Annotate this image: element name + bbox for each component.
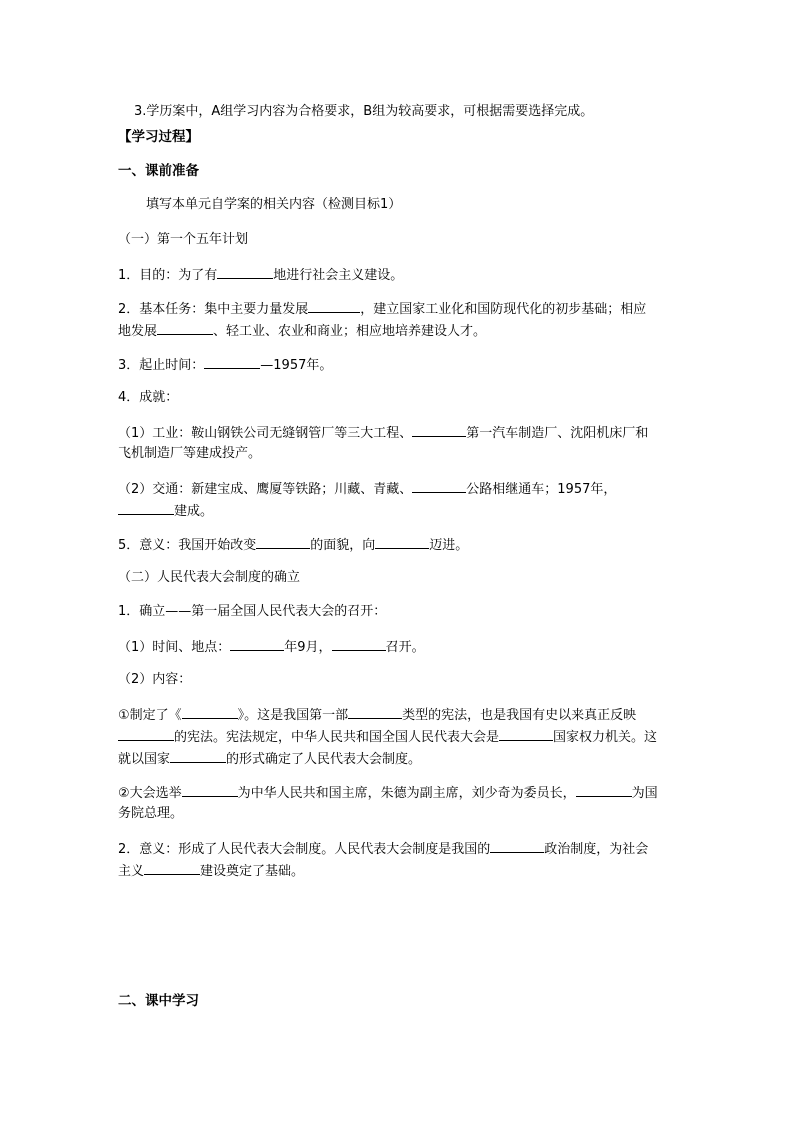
text-line: （1）时间、地点： 年9月， 召开。 <box>118 640 425 655</box>
fill-blank[interactable] <box>118 728 174 741</box>
text-line: 1．确立——第一届全国人民代表大会的召开： <box>118 604 387 619</box>
fill-blank[interactable] <box>182 706 238 719</box>
text-line: 4．成就： <box>118 390 179 405</box>
fill-blank[interactable] <box>490 840 544 853</box>
subheading: （一）第一个五年计划 <box>118 232 249 247</box>
fill-blank[interactable] <box>375 536 429 549</box>
fill-blank[interactable] <box>412 480 466 493</box>
fill-blank[interactable] <box>348 706 402 719</box>
text-line: 地发展 、轻工业、农业和商业；相应地培养建设人才。 <box>118 324 487 339</box>
fill-blank[interactable] <box>308 300 360 313</box>
text-line: 2．意义：形成了人民代表大会制度。人民代表大会制度是我国的 政治制度，为社会 <box>118 842 649 857</box>
text-line: （1）工业：鞍山钢铁公司无缝钢管厂等三大工程、 第一汽车制造厂、沈阳机床厂和 <box>118 426 649 441</box>
text-line: 1．目的：为了有 地进行社会主义建设。 <box>118 268 404 283</box>
fill-blank[interactable] <box>157 322 213 335</box>
fill-blank[interactable] <box>144 862 200 875</box>
fill-blank[interactable] <box>576 784 632 797</box>
subheading: （二）人民代表大会制度的确立 <box>118 570 301 585</box>
text-line: 5．意义：我国开始改变 的面貌，向 迈进。 <box>118 538 469 553</box>
text-line: 就以国家 的形式确定了人民代表大会制度。 <box>118 752 422 767</box>
section-heading: 二、课中学习 <box>118 993 199 1009</box>
text-line: （2）内容： <box>118 672 192 687</box>
fill-blank[interactable] <box>256 536 310 549</box>
text-line: 建成。 <box>118 502 213 520</box>
fill-blank[interactable] <box>170 750 226 763</box>
section-heading: 一、课前准备 <box>118 163 199 179</box>
text-line: 2．基本任务：集中主要力量发展 ，建立国家工业化和国防现代化的初步基础；相应 <box>118 302 647 317</box>
text-line: 主义 建设奠定了基础。 <box>118 864 305 879</box>
fill-blank[interactable] <box>499 728 553 741</box>
text-line: 飞机制造厂等建成投产。 <box>118 446 262 461</box>
fill-blank[interactable] <box>412 424 466 437</box>
text-line: 务院总理。 <box>118 806 184 821</box>
fill-blank[interactable] <box>332 638 386 651</box>
fill-blank[interactable] <box>118 502 174 515</box>
text-line: ①制定了《 》。这是我国第一部 类型的宪法，也是我国有史以来真正反映 <box>118 708 637 723</box>
text-line: 的宪法。宪法规定，中华人民共和国全国人民代表大会是 国家权力机关。这 <box>118 728 657 746</box>
fill-blank[interactable] <box>230 638 284 651</box>
fill-blank[interactable] <box>204 356 260 369</box>
text-line: 3．起止时间： —1957年。 <box>118 358 333 373</box>
text-line: ②大会选举 为中华人民共和国主席，朱德为副主席，刘少奇为委员长， 为国 <box>118 786 658 801</box>
text-line: （2）交通：新建宝成、鹰厦等铁路；川藏、青藏、 公路相继通车；1957年， <box>118 482 617 497</box>
instruction-line: 填写本单元自学案的相关内容（检测目标1） <box>146 197 402 212</box>
fill-blank[interactable] <box>182 784 238 797</box>
section-heading: 【学习过程】 <box>118 129 199 145</box>
note-line: 3.学历案中，A组学习内容为合格要求，B组为较高要求，可根据需要选择完成。 <box>134 104 594 119</box>
fill-blank[interactable] <box>217 266 273 279</box>
